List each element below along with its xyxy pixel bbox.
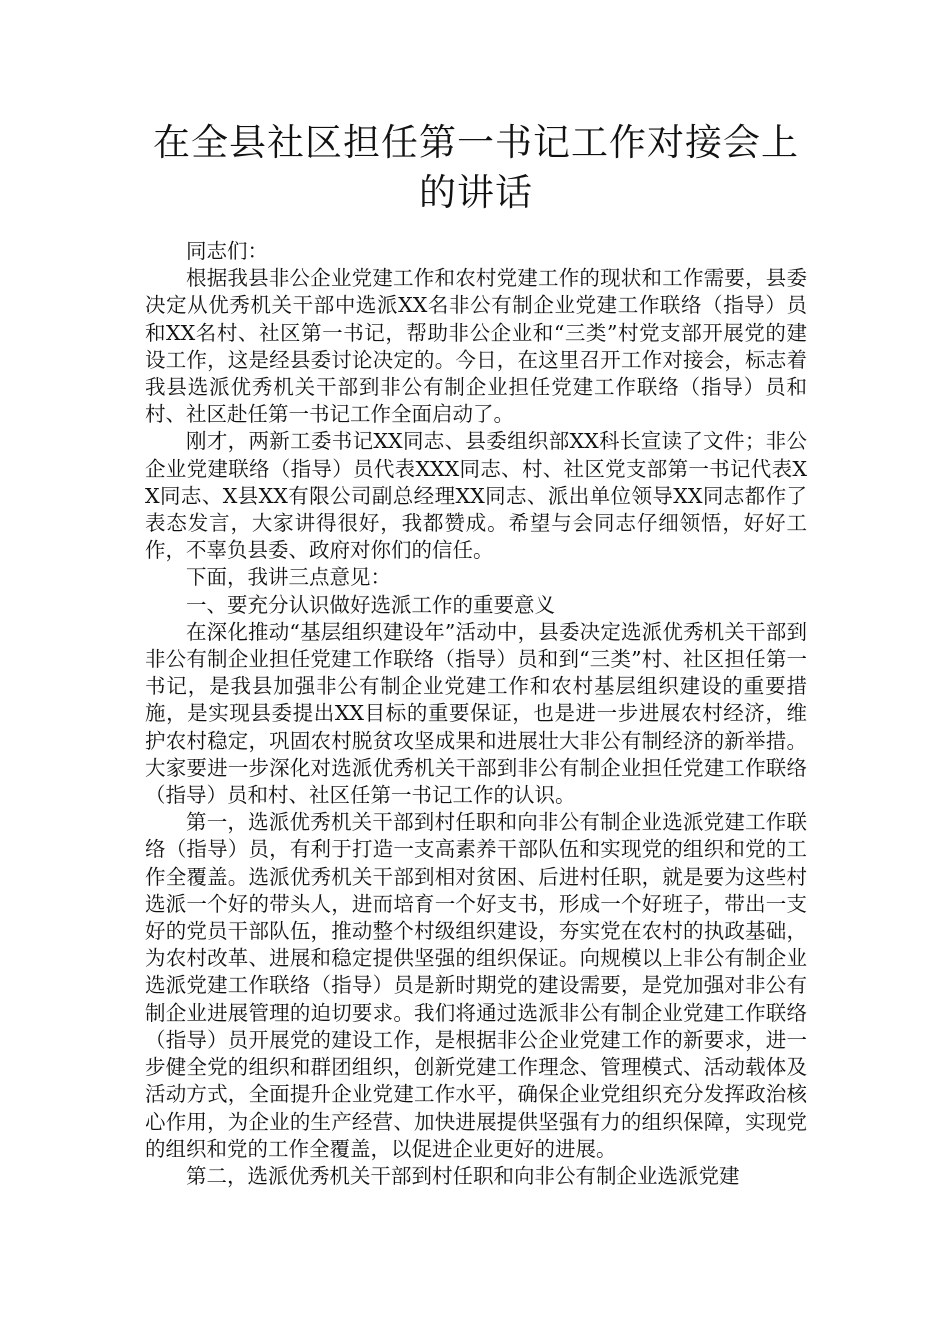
document-body — [145, 238, 807, 1190]
paragraph-second-point: 第二，选派优秀机关干部到村任职和向非公有制企业选派党建 — [186, 1163, 740, 1188]
document-title-line-1: 在全县社区担任第一书记工作对接会上 — [153, 121, 799, 164]
paragraph-speeches: 刚才，两新工委书记XX同志、县委组织部XX科长宣读了文件；非公企业党建联络（指导）员代表XXX同志、村、社区党支部第一书记代表XX同志、X县XX有限公司副总经理XX同志、派出单位领导XX同志都作了表态发言，大家讲得很好，我都赞成。希望与会同志仔细领悟，好好工作，不辜负县委、政府对你们的信任。 — [145, 429, 807, 563]
document-title — [145, 118, 807, 218]
paragraph-significance: 在深化推动“基层组织建设年”活动中，县委决定选派优秀机关干部到非公有制企业担任党建工作联络（指导）员和到“三类”村、社区担任第一书记，是我县加强非公有制企业党建工作和农村基层组织建设的重要措施，是实现县委提出XX目标的重要保证，也是进一步进展农村经济，维护农村稳定，巩固农村脱贫攻坚成果和进展壮大非公有制经济的新举措。大家要进一步深化对选派优秀机关干部到非公有制企业担任党建工作联络（指导）员和村、社区任第一书记工作的认识。 — [145, 619, 807, 808]
document-page — [145, 118, 807, 1190]
paragraph-intro-points: 下面，我讲三点意见： — [186, 565, 391, 590]
salutation: 同志们： — [186, 239, 268, 263]
paragraph-first-point: 第一，选派优秀机关干部到村任职和向非公有制企业选派党建工作联络（指导）员，有利于打造一支高素养干部队伍和实现党的组织和党的工作全覆盖。选派优秀机关干部到相对贫困、后进村任职，就是要为这些村选派一个好的带头人，进而培育一个好支书，形成一个好班子，带出一支好的党员干部队伍，推动整个村级组织建设，夯实党在农村的执政基础，为农村改革、进展和稳定提供坚强的组织保证。向规模以上非公有制企业选派党建工作联络（指导）员是新时期党的建设需要，是党加强对非公有制企业进展管理的迫切要求。我们将通过选派非公有制企业党建工作联络（指导）员开展党的建设工作，是根据非公企业党建工作的新要求，进一步健全党的组织和群团组织，创新党建工作理念、管理模式、活动载体及活动方式，全面提升企业党建工作水平，确保企业党组织充分发挥政治核心作用，为企业的生产经营、加快进展提供坚强有力的组织保障，实现党的组织和党的工作全覆盖，以促进企业更好的进展。 — [145, 810, 807, 1161]
paragraph-background: 根据我县非公企业党建工作和农村党建工作的现状和工作需要，县委决定从优秀机关干部中选派XX名非公有制企业党建工作联络（指导）员和XX名村、社区第一书记，帮助非公企业和“三类”村党支部开展党的建设工作，这是经县委讨论决定的。今日，在这里召开工作对接会，标志着我县选派优秀机关干部到非公有制企业担任党建工作联络（指导）员和村、社区赴任第一书记工作全面启动了。 — [145, 266, 807, 427]
document-title-line-2: 的讲话 — [419, 171, 533, 214]
section-heading-1: 一、要充分认识做好选派工作的重要意义 — [186, 592, 555, 617]
